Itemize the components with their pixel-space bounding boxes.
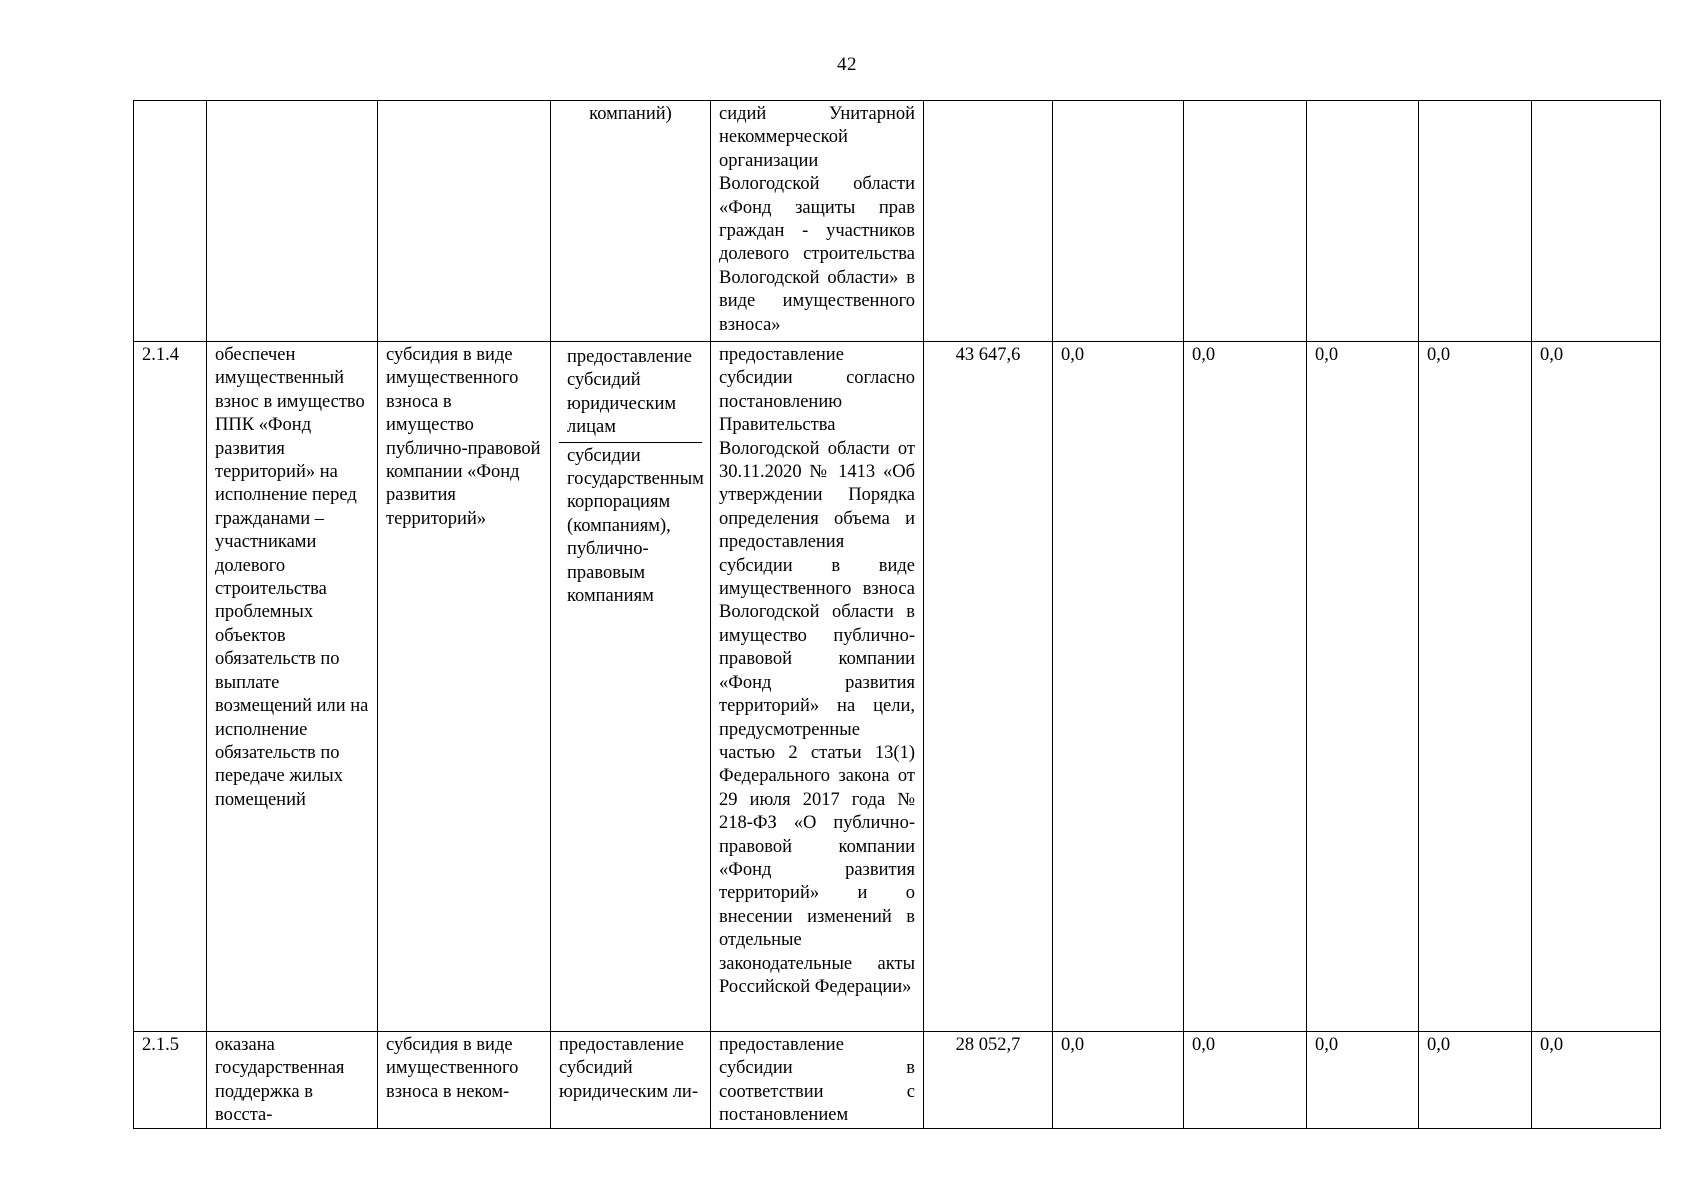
table-row bbox=[134, 342, 1661, 1032]
cell-v2 bbox=[1184, 101, 1307, 342]
row-value-1: 0,0 bbox=[1053, 1032, 1184, 1129]
cell-v1 bbox=[1053, 101, 1184, 342]
cell-v3 bbox=[1307, 101, 1419, 342]
row-form: субсидия в виде имущественного взноса в имущество публично-правовой компании «Фонд развития территорий» bbox=[378, 342, 551, 1032]
cell-basis: сидий Унитарной некоммерческой организации Вологодской области «Фонд защиты прав граждан - участников долевого строительства Вологодской области» в виде имущественного взноса» bbox=[711, 101, 924, 342]
row-result: обеспечен имущественный взнос в имущество ППК «Фонд развития территорий» на исполнение перед гражданами – участниками долевого строительства проблемных объектов обязательств по выплате возмещений или на исполнение обязательств по передаче жилых помещений bbox=[207, 342, 378, 1032]
row-type-a: предоставление субсидий юридическим лицам bbox=[559, 344, 702, 443]
table-row bbox=[134, 1032, 1661, 1129]
row-type: предоставление субсидий юридическим ли- bbox=[551, 1032, 711, 1129]
row-amount: 43 647,6 bbox=[924, 342, 1053, 1032]
row-value-1: 0,0 bbox=[1053, 342, 1184, 1032]
row-value-4: 0,0 bbox=[1419, 342, 1532, 1032]
cell-amount bbox=[924, 101, 1053, 342]
row-type bbox=[551, 342, 711, 1032]
row-form: субсидия в виде имущественного взноса в неком- bbox=[378, 1032, 551, 1129]
row-type-b: субсидии государственным корпорациям (компаниям), публично-правовым компаниям bbox=[567, 445, 704, 607]
row-value-4: 0,0 bbox=[1419, 1032, 1532, 1129]
row-number: 2.1.5 bbox=[134, 1032, 207, 1129]
row-basis: предоставление субсидии согласно постановлению Правительства Вологодской области от 30.11.2020 № 1413 «Об утверждении Порядка определения объема и предоставления субсидии в виде имущественного взноса Вологодской области в имущество публично-правовой компании «Фонд развития территорий» на цели, предусмотренные частью 2 статьи 13(1) Федерального закона от 29 июля 2017 года № 218-ФЗ «О публично-правовой компании «Фонд развития территорий» и о внесении изменений в отдельные законодательные акты Российской Федерации» bbox=[711, 342, 924, 1032]
cell-v5 bbox=[1532, 101, 1661, 342]
row-value-5: 0,0 bbox=[1532, 1032, 1661, 1129]
row-value-2: 0,0 bbox=[1184, 1032, 1307, 1129]
page-number: 42 bbox=[837, 54, 857, 75]
row-result: оказана государственная поддержка в восста- bbox=[207, 1032, 378, 1129]
row-basis: предоставление субсидии в соответствии с постановлением bbox=[711, 1032, 924, 1129]
row-value-5: 0,0 bbox=[1532, 342, 1661, 1032]
cell-form bbox=[378, 101, 551, 342]
row-value-3: 0,0 bbox=[1307, 342, 1419, 1032]
row-amount: 28 052,7 bbox=[924, 1032, 1053, 1129]
row-value-3: 0,0 bbox=[1307, 1032, 1419, 1129]
row-value-2: 0,0 bbox=[1184, 342, 1307, 1032]
cell-v4 bbox=[1419, 101, 1532, 342]
row-number: 2.1.4 bbox=[134, 342, 207, 1032]
cell-num bbox=[134, 101, 207, 342]
cell-result bbox=[207, 101, 378, 342]
program-table bbox=[133, 100, 1661, 1129]
table-row-continuation bbox=[134, 101, 1661, 342]
cell-type: компаний) bbox=[551, 101, 711, 342]
